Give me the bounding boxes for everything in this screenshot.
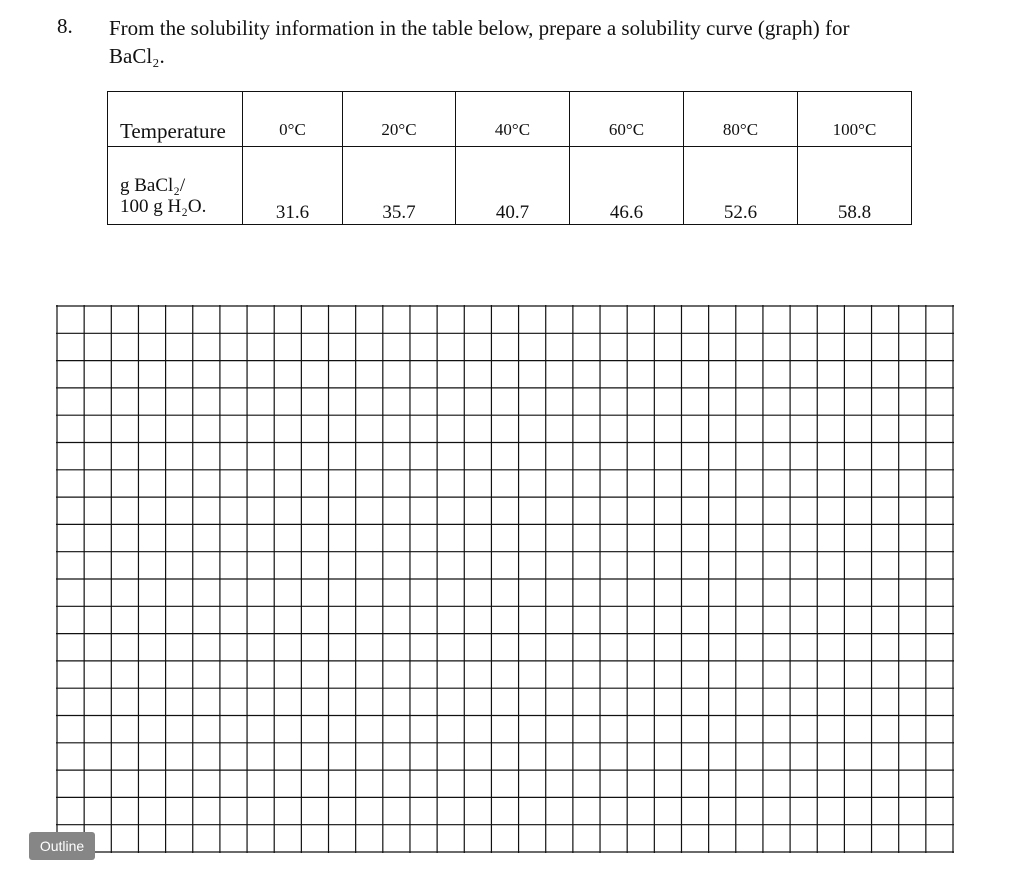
solubility-label xyxy=(120,175,206,217)
solubility-value: 58.8 xyxy=(837,202,872,223)
temperature-cell xyxy=(243,92,343,147)
question-text-line2: BaCl₂. xyxy=(109,44,165,68)
graph-paper xyxy=(56,305,954,853)
temperature-row xyxy=(108,92,912,147)
solubility-row xyxy=(108,147,912,225)
temperature-cell xyxy=(570,92,684,147)
question-text-line1: From the solubility information in the table below, prepare a solubility curve (graph) for xyxy=(109,16,850,40)
temperature-header-cell xyxy=(108,92,243,147)
question-text xyxy=(109,14,949,70)
solubility-value: 35.7 xyxy=(382,202,416,223)
solubility-table xyxy=(107,91,912,225)
temperature-value: 100°C xyxy=(832,120,877,139)
temperature-cell xyxy=(456,92,570,147)
solubility-cell xyxy=(343,147,456,225)
temperature-value: 60°C xyxy=(608,120,645,139)
solubility-label-line2: 100 g H₂O. xyxy=(120,196,207,217)
outline-button[interactable]: Outline xyxy=(29,832,95,860)
graph-paper-grid xyxy=(56,305,954,853)
solubility-label-cell xyxy=(108,147,243,225)
temperature-cell xyxy=(684,92,798,147)
temperature-value: 80°C xyxy=(722,120,759,139)
temperature-header: Temperature xyxy=(120,119,226,143)
solubility-value: 46.6 xyxy=(609,202,644,223)
question-number: 8. xyxy=(57,14,73,38)
solubility-value: 52.6 xyxy=(723,202,758,223)
solubility-cell xyxy=(684,147,798,225)
temperature-value: 20°C xyxy=(381,120,417,139)
temperature-cell xyxy=(798,92,912,147)
temperature-value: 0°C xyxy=(279,120,306,139)
solubility-cell xyxy=(243,147,343,225)
solubility-cell xyxy=(798,147,912,225)
temperature-cell xyxy=(343,92,456,147)
solubility-cell xyxy=(456,147,570,225)
solubility-label-line1: g BaCl₂/ xyxy=(120,175,186,196)
solubility-value: 40.7 xyxy=(495,202,530,223)
temperature-value: 40°C xyxy=(494,120,531,139)
solubility-cell xyxy=(570,147,684,225)
solubility-value: 31.6 xyxy=(275,202,310,223)
